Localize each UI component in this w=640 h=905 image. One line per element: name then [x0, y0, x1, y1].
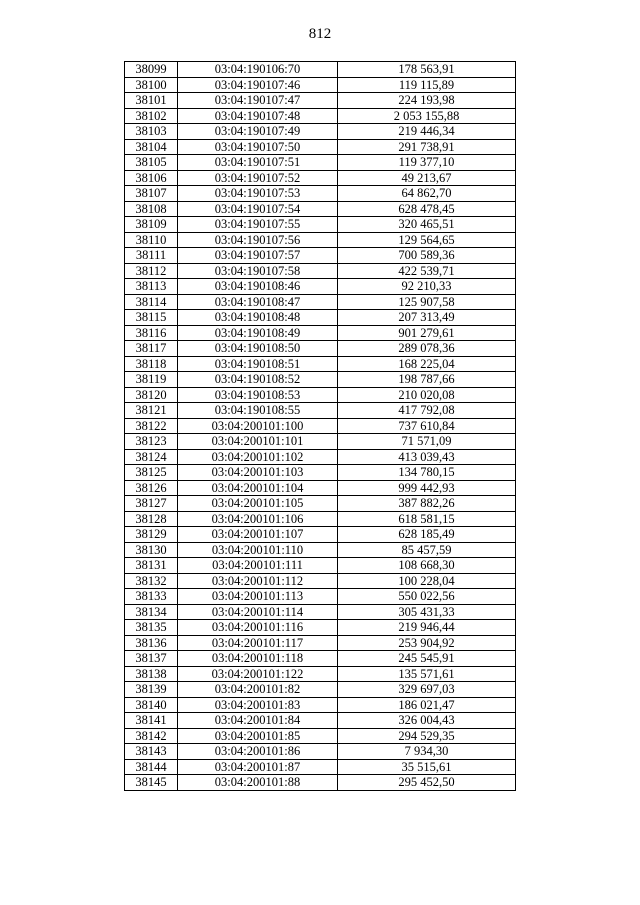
cadastral-number-cell: 03:04:190108:46 [178, 279, 338, 295]
row-number-cell: 38113 [125, 279, 178, 295]
cadastral-number-cell: 03:04:200101:112 [178, 573, 338, 589]
cadastral-number-cell: 03:04:200101:107 [178, 527, 338, 543]
table-row [125, 558, 516, 574]
cadastral-number-cell: 03:04:200101:106 [178, 511, 338, 527]
row-number-cell: 38136 [125, 635, 178, 651]
cadastral-value-cell: 294 529,35 [338, 728, 516, 744]
cadastral-number-cell: 03:04:200101:102 [178, 449, 338, 465]
cadastral-value-cell: 100 228,04 [338, 573, 516, 589]
cadastral-number-cell: 03:04:190107:55 [178, 217, 338, 233]
row-number-cell: 38140 [125, 697, 178, 713]
table-row [125, 728, 516, 744]
cadastral-value-cell: 186 021,47 [338, 697, 516, 713]
cadastral-value-cell: 305 431,33 [338, 604, 516, 620]
cadastral-number-cell: 03:04:190107:57 [178, 248, 338, 264]
row-number-cell: 38108 [125, 201, 178, 217]
table-row [125, 372, 516, 388]
table-row [125, 217, 516, 233]
table-row [125, 170, 516, 186]
cadastral-value-cell: 85 457,59 [338, 542, 516, 558]
table-row [125, 511, 516, 527]
cadastral-value-cell: 71 571,09 [338, 434, 516, 450]
table-row [125, 356, 516, 372]
cadastral-number-cell: 03:04:190107:58 [178, 263, 338, 279]
table-row [125, 635, 516, 651]
cadastral-value-cell: 35 515,61 [338, 759, 516, 775]
cadastral-number-cell: 03:04:190107:53 [178, 186, 338, 202]
table-row [125, 341, 516, 357]
row-number-cell: 38127 [125, 496, 178, 512]
cadastral-value-cell: 326 004,43 [338, 713, 516, 729]
cadastral-value-cell: 168 225,04 [338, 356, 516, 372]
cadastral-value-cell: 291 738,91 [338, 139, 516, 155]
cadastral-number-cell: 03:04:200101:122 [178, 666, 338, 682]
row-number-cell: 38123 [125, 434, 178, 450]
cadastral-number-cell: 03:04:190107:47 [178, 93, 338, 109]
cadastral-number-cell: 03:04:200101:113 [178, 589, 338, 605]
table-row [125, 124, 516, 140]
row-number-cell: 38107 [125, 186, 178, 202]
cadastral-value-cell: 7 934,30 [338, 744, 516, 760]
cadastral-value-cell: 618 581,15 [338, 511, 516, 527]
cadastral-number-cell: 03:04:200101:111 [178, 558, 338, 574]
page-number: 812 [308, 26, 332, 42]
cadastral-number-cell: 03:04:200101:87 [178, 759, 338, 775]
row-number-cell: 38120 [125, 387, 178, 403]
row-number-cell: 38131 [125, 558, 178, 574]
cadastral-number-cell: 03:04:190107:46 [178, 77, 338, 93]
row-number-cell: 38130 [125, 542, 178, 558]
cadastral-number-cell: 03:04:190108:52 [178, 372, 338, 388]
table-row [125, 620, 516, 636]
row-number-cell: 38106 [125, 170, 178, 186]
row-number-cell: 38125 [125, 465, 178, 481]
row-number-cell: 38134 [125, 604, 178, 620]
cadastral-value-cell: 2 053 155,88 [338, 108, 516, 124]
cadastral-number-cell: 03:04:200101:114 [178, 604, 338, 620]
cadastral-value-cell: 125 907,58 [338, 294, 516, 310]
table-row [125, 263, 516, 279]
cadastral-value-cell: 64 862,70 [338, 186, 516, 202]
cadastral-value-cell: 999 442,93 [338, 480, 516, 496]
cadastral-number-cell: 03:04:200101:105 [178, 496, 338, 512]
table-row [125, 744, 516, 760]
table-row [125, 713, 516, 729]
row-number-cell: 38118 [125, 356, 178, 372]
table-row [125, 62, 516, 78]
cadastral-value-cell: 129 564,65 [338, 232, 516, 248]
cadastral-value-cell: 245 545,91 [338, 651, 516, 667]
cadastral-value-cell: 550 022,56 [338, 589, 516, 605]
row-number-cell: 38126 [125, 480, 178, 496]
table-row [125, 775, 516, 791]
row-number-cell: 38138 [125, 666, 178, 682]
cadastral-number-cell: 03:04:200101:83 [178, 697, 338, 713]
cadastral-number-cell: 03:04:190108:48 [178, 310, 338, 326]
table-row [125, 232, 516, 248]
cadastral-number-cell: 03:04:200101:117 [178, 635, 338, 651]
cadastral-number-cell: 03:04:200101:110 [178, 542, 338, 558]
cadastral-value-cell: 134 780,15 [338, 465, 516, 481]
cadastral-number-cell: 03:04:190108:47 [178, 294, 338, 310]
table-row [125, 496, 516, 512]
row-number-cell: 38109 [125, 217, 178, 233]
row-number-cell: 38115 [125, 310, 178, 326]
cadastral-value-cell: 253 904,92 [338, 635, 516, 651]
row-number-cell: 38099 [125, 62, 178, 78]
cadastral-value-cell: 210 020,08 [338, 387, 516, 403]
cadastral-number-cell: 03:04:200101:103 [178, 465, 338, 481]
table-row [125, 434, 516, 450]
table-row [125, 759, 516, 775]
row-number-cell: 38132 [125, 573, 178, 589]
row-number-cell: 38116 [125, 325, 178, 341]
table-row [125, 573, 516, 589]
cadastral-number-cell: 03:04:200101:84 [178, 713, 338, 729]
row-number-cell: 38142 [125, 728, 178, 744]
table-row [125, 418, 516, 434]
cadastral-value-cell: 628 185,49 [338, 527, 516, 543]
cadastral-value-cell: 92 210,33 [338, 279, 516, 295]
table-row [125, 697, 516, 713]
row-number-cell: 38102 [125, 108, 178, 124]
row-number-cell: 38141 [125, 713, 178, 729]
cadastral-number-cell: 03:04:200101:101 [178, 434, 338, 450]
cadastral-value-cell: 320 465,51 [338, 217, 516, 233]
cadastral-value-cell: 422 539,71 [338, 263, 516, 279]
cadastral-number-cell: 03:04:200101:100 [178, 418, 338, 434]
table-row [125, 325, 516, 341]
row-number-cell: 38119 [125, 372, 178, 388]
cadastral-value-cell: 135 571,61 [338, 666, 516, 682]
cadastral-number-cell: 03:04:190107:49 [178, 124, 338, 140]
cadastral-number-cell: 03:04:190107:51 [178, 155, 338, 171]
table-row [125, 77, 516, 93]
table-body [125, 62, 516, 791]
cadastral-value-cell: 289 078,36 [338, 341, 516, 357]
cadastral-value-cell: 295 452,50 [338, 775, 516, 791]
cadastral-number-cell: 03:04:190106:70 [178, 62, 338, 78]
cadastral-value-cell: 224 193,98 [338, 93, 516, 109]
table-row [125, 201, 516, 217]
cadastral-number-cell: 03:04:190107:52 [178, 170, 338, 186]
table-row [125, 449, 516, 465]
cadastral-number-cell: 03:04:200101:85 [178, 728, 338, 744]
row-number-cell: 38135 [125, 620, 178, 636]
row-number-cell: 38122 [125, 418, 178, 434]
cadastral-number-cell: 03:04:190108:55 [178, 403, 338, 419]
row-number-cell: 38105 [125, 155, 178, 171]
table-row [125, 682, 516, 698]
cadastral-value-cell: 387 882,26 [338, 496, 516, 512]
table-row [125, 387, 516, 403]
cadastral-value-cell: 119 377,10 [338, 155, 516, 171]
table-row [125, 93, 516, 109]
cadastral-number-cell: 03:04:200101:88 [178, 775, 338, 791]
cadastral-value-cell: 108 668,30 [338, 558, 516, 574]
cadastral-value-cell: 119 115,89 [338, 77, 516, 93]
table-row [125, 139, 516, 155]
cadastral-number-cell: 03:04:190107:56 [178, 232, 338, 248]
row-number-cell: 38103 [125, 124, 178, 140]
table-row [125, 403, 516, 419]
row-number-cell: 38124 [125, 449, 178, 465]
row-number-cell: 38129 [125, 527, 178, 543]
cadastral-value-cell: 219 946,44 [338, 620, 516, 636]
table-row [125, 186, 516, 202]
cadastral-number-cell: 03:04:190107:50 [178, 139, 338, 155]
cadastral-number-cell: 03:04:200101:116 [178, 620, 338, 636]
row-number-cell: 38112 [125, 263, 178, 279]
row-number-cell: 38101 [125, 93, 178, 109]
cadastral-value-cell: 413 039,43 [338, 449, 516, 465]
cadastral-number-cell: 03:04:190107:48 [178, 108, 338, 124]
cadastral-value-cell: 49 213,67 [338, 170, 516, 186]
row-number-cell: 38128 [125, 511, 178, 527]
row-number-cell: 38110 [125, 232, 178, 248]
row-number-cell: 38144 [125, 759, 178, 775]
cadastral-value-table [124, 61, 516, 791]
cadastral-number-cell: 03:04:190108:53 [178, 387, 338, 403]
row-number-cell: 38137 [125, 651, 178, 667]
table-row [125, 651, 516, 667]
table-row [125, 589, 516, 605]
table-row [125, 542, 516, 558]
row-number-cell: 38143 [125, 744, 178, 760]
table-row [125, 248, 516, 264]
row-number-cell: 38114 [125, 294, 178, 310]
row-number-cell: 38117 [125, 341, 178, 357]
cadastral-number-cell: 03:04:200101:82 [178, 682, 338, 698]
row-number-cell: 38121 [125, 403, 178, 419]
cadastral-value-cell: 207 313,49 [338, 310, 516, 326]
cadastral-value-cell: 737 610,84 [338, 418, 516, 434]
cadastral-number-cell: 03:04:200101:86 [178, 744, 338, 760]
table-row [125, 310, 516, 326]
table-row [125, 294, 516, 310]
table-row [125, 108, 516, 124]
cadastral-value-cell: 219 446,34 [338, 124, 516, 140]
row-number-cell: 38111 [125, 248, 178, 264]
cadastral-number-cell: 03:04:190108:50 [178, 341, 338, 357]
cadastral-number-cell: 03:04:200101:104 [178, 480, 338, 496]
table-row [125, 465, 516, 481]
cadastral-number-cell: 03:04:190108:51 [178, 356, 338, 372]
table-row [125, 480, 516, 496]
cadastral-number-cell: 03:04:190107:54 [178, 201, 338, 217]
table-row [125, 527, 516, 543]
row-number-cell: 38145 [125, 775, 178, 791]
table-row [125, 279, 516, 295]
cadastral-value-cell: 417 792,08 [338, 403, 516, 419]
cadastral-number-cell: 03:04:200101:118 [178, 651, 338, 667]
table-row [125, 155, 516, 171]
table-row [125, 666, 516, 682]
cadastral-number-cell: 03:04:190108:49 [178, 325, 338, 341]
row-number-cell: 38100 [125, 77, 178, 93]
table-row [125, 604, 516, 620]
cadastral-value-cell: 178 563,91 [338, 62, 516, 78]
cadastral-value-cell: 198 787,66 [338, 372, 516, 388]
row-number-cell: 38133 [125, 589, 178, 605]
row-number-cell: 38104 [125, 139, 178, 155]
cadastral-value-cell: 700 589,36 [338, 248, 516, 264]
cadastral-value-cell: 329 697,03 [338, 682, 516, 698]
row-number-cell: 38139 [125, 682, 178, 698]
cadastral-value-cell: 901 279,61 [338, 325, 516, 341]
cadastral-value-cell: 628 478,45 [338, 201, 516, 217]
